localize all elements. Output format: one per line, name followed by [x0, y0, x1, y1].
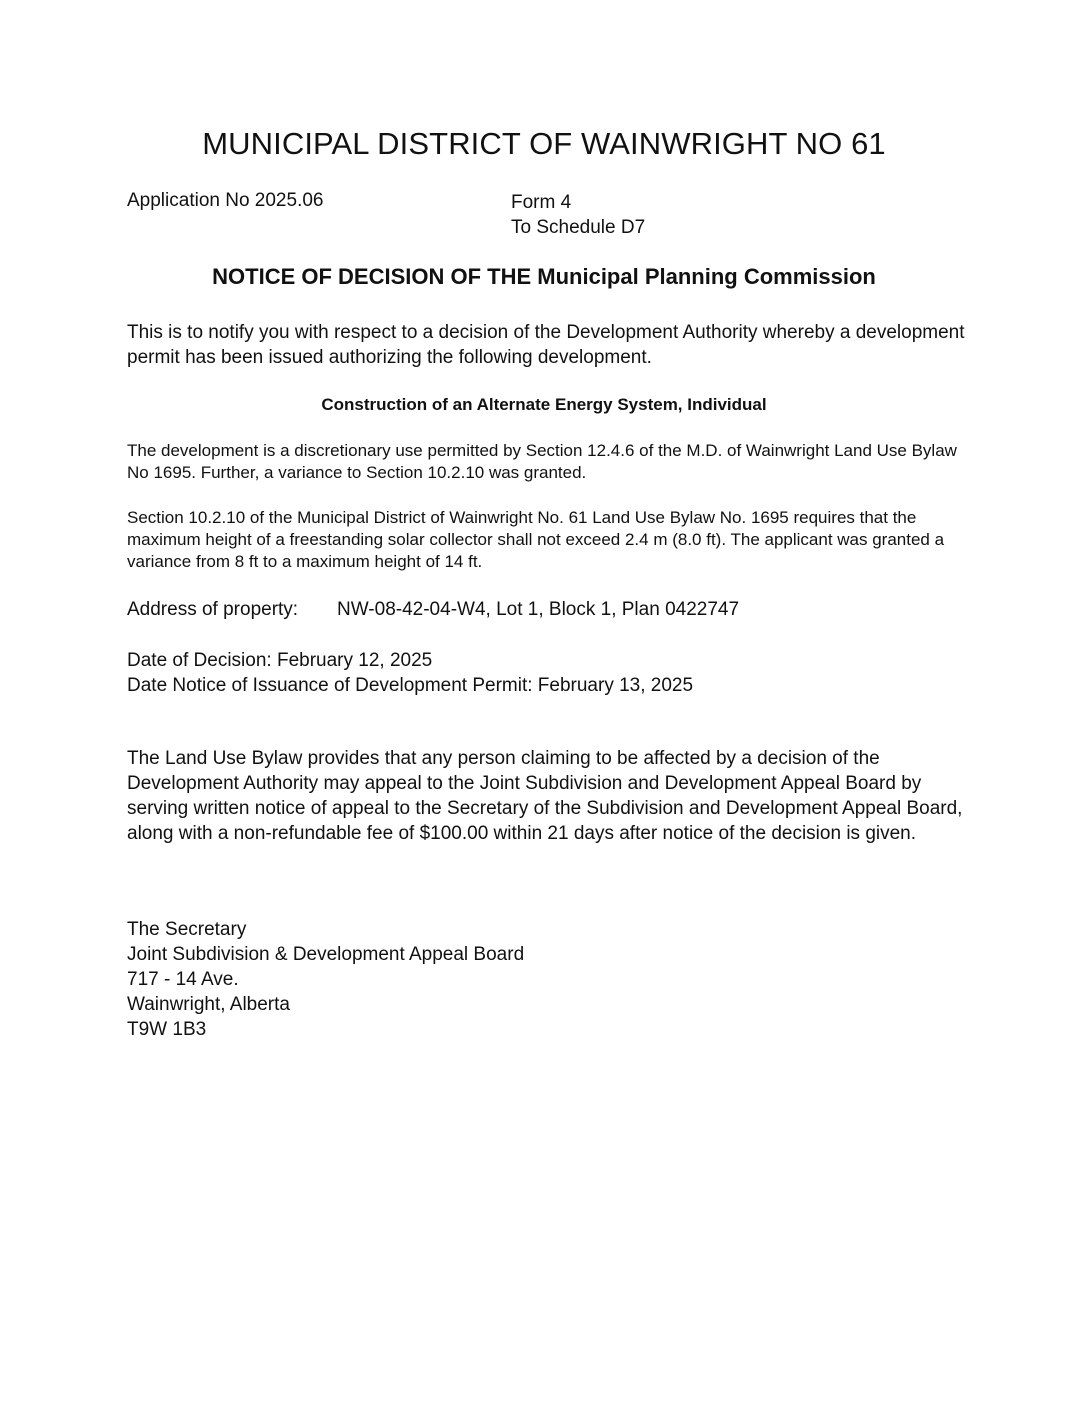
decision-date: Date of Decision: February 12, 2025: [127, 650, 433, 671]
secretary-address-block: [127, 917, 524, 1042]
form-reference: [511, 190, 645, 240]
property-address-label: Address of property:: [127, 599, 299, 620]
property-address-row: [127, 599, 739, 621]
application-number: Application No 2025.06: [127, 190, 324, 211]
form-number: Form 4: [511, 192, 572, 213]
variance-paragraph: Section 10.2.10 of the Municipal District of Wainwright No. 61 Land Use Bylaw No. 1695 requires that the maximum height of a freestanding solar collector shall not exceed 2.4 m (8.0 ft). The applicant was granted a variance from 8 ft to a maximum height of 14 ft.: [127, 508, 945, 571]
document-title: MUNICIPAL DISTRICT OF WAINWRIGHT NO 61: [202, 126, 886, 161]
appeal-board-name: Joint Subdivision & Development Appeal Board: [127, 944, 525, 965]
street-address: 717 - 14 Ave.: [127, 969, 239, 990]
issuance-date: Date Notice of Issuance of Development Permit: February 13, 2025: [127, 675, 694, 696]
development-heading: Construction of an Alternate Energy System, Individual: [321, 395, 767, 414]
dates-block: [127, 648, 693, 698]
schedule-reference: To Schedule D7: [511, 217, 646, 238]
discretionary-use-paragraph: The development is a discretionary use permitted by Section 12.4.6 of the M.D. of Wainwright Land Use Bylaw No 1695. Further, a variance to Section 10.2.10 was granted.: [127, 441, 957, 482]
notice-heading: NOTICE OF DECISION OF THE Municipal Planning Commission: [212, 264, 876, 289]
city-province: Wainwright, Alberta: [127, 994, 290, 1015]
postal-code: T9W 1B3: [127, 1019, 207, 1040]
intro-paragraph: This is to notify you with respect to a decision of the Development Authority whereby a development permit has been issued authorizing the following development.: [127, 322, 965, 368]
secretary-title: The Secretary: [127, 919, 247, 940]
appeal-paragraph: The Land Use Bylaw provides that any person claiming to be affected by a decision of the Development Authority may appeal to the Joint Subdivision and Development Appeal Board by serving written notice of appeal to the Secretary of the Subdivision and Development Appeal Board, along with a non-refundable fee of $100.00 within 21 days after notice of the decision is given.: [127, 748, 963, 844]
property-address-value: NW-08-42-04-W4, Lot 1, Block 1, Plan 0422747: [337, 599, 740, 620]
